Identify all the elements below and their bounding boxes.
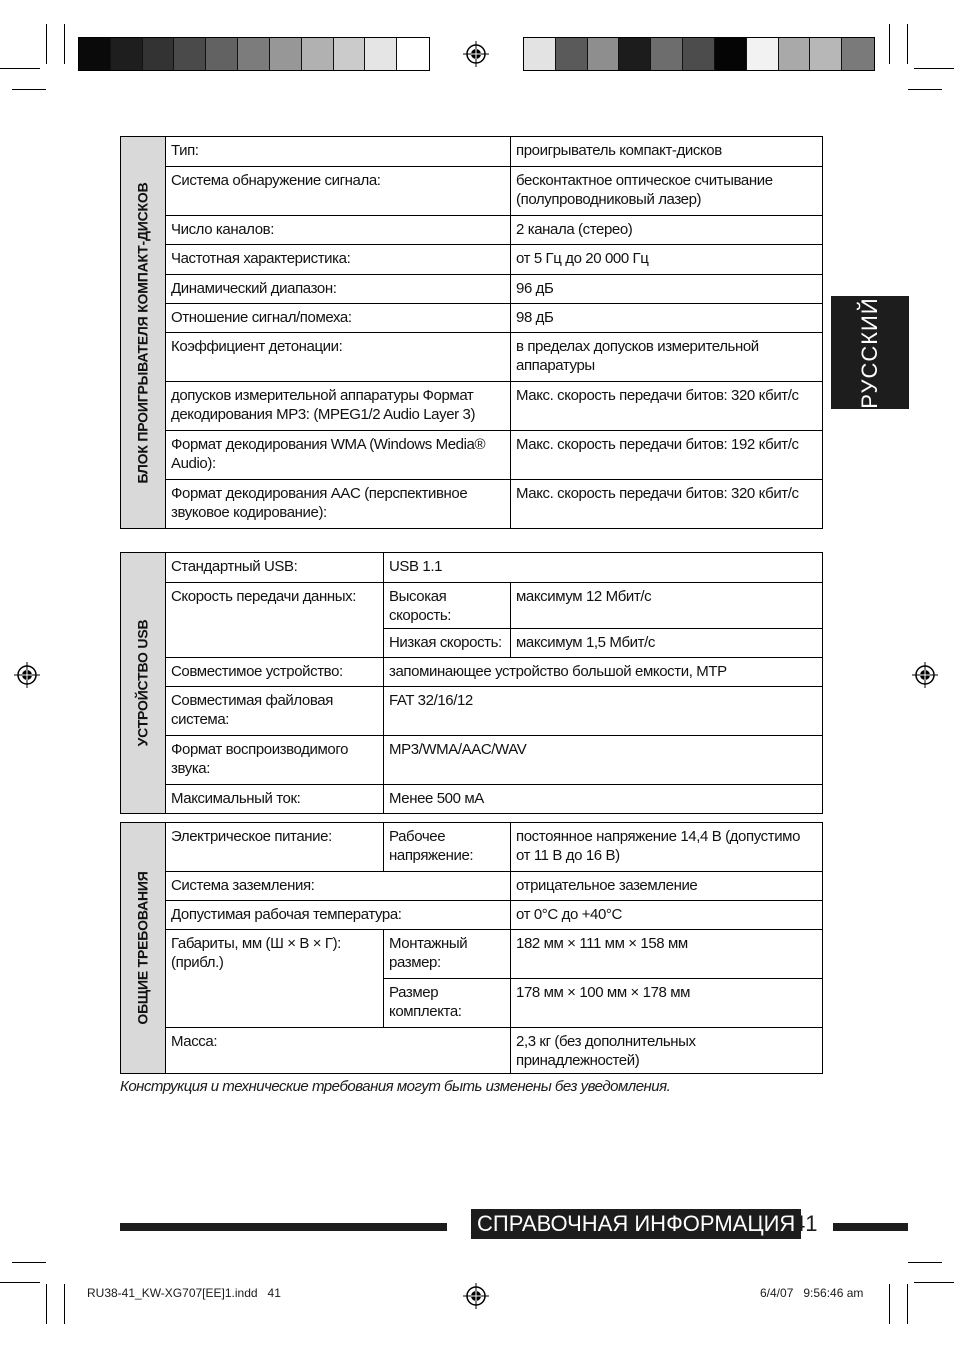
color-swatch [334,38,366,70]
cd-spec-table [120,136,823,529]
spec-name: Тип: [166,137,511,167]
spec-value: Макс. скорость передачи битов: 192 кбит/с [511,431,823,480]
color-swatch [79,38,111,70]
general-spec-table [120,822,823,1074]
spec-value: бесконтактное оптическое считывание (полупроводниковый лазер) [511,167,823,216]
spec-value: 182 мм × 111 мм × 158 мм [511,930,823,979]
color-swatch [810,38,842,70]
footer-rule-left [120,1223,447,1231]
spec-value: максимум 12 Мбит/с [511,583,823,629]
spec-name: допусков измерительной аппаратуры Формат декодирования MP3: (MPEG1/2 Audio Layer 3) [166,382,511,431]
spec-value: 2 канала (стерео) [511,216,823,245]
spec-value: 178 мм × 100 мм × 178 мм [511,979,823,1028]
spec-name: Габариты, мм (Ш × В × Г): (прибл.) [166,930,384,1028]
spec-name: Система обнаружение сигнала: [166,167,511,216]
spec-value: Менее 500 мА [384,785,823,814]
registration-target-icon [463,41,489,67]
spec-value: от 0°C до +40°C [511,901,823,930]
color-swatch [111,38,143,70]
color-swatch [683,38,715,70]
spec-name: Совместимое устройство: [166,658,384,687]
color-swatch [651,38,683,70]
language-tab [831,296,909,409]
cd-section-label: БЛОК ПРОИГРЫВАТЕЛЯ КОМПАКТ-ДИСКОВ [121,137,166,529]
spec-value: FAT 32/16/12 [384,687,823,736]
spec-sublabel: Низкая скорость: [384,629,511,658]
usb-section-label: УСТРОЙСТВО USB [121,553,166,814]
language-tab-label: РУССКИЙ [857,296,882,409]
color-swatch [238,38,270,70]
color-swatch [619,38,651,70]
left-color-bar [78,37,430,71]
spec-name: Стандартный USB: [166,553,384,583]
spec-value: 96 дБ [511,275,823,304]
spec-name: Формат воспроизводимого звука: [166,736,384,785]
spec-sublabel: Размер комплекта: [384,979,511,1028]
registration-target-icon [912,662,938,688]
section-title: СПРАВОЧНАЯ ИНФОРМАЦИЯ [471,1209,801,1239]
spec-value: 2,3 кг (без дополнительных принадлежностей) [511,1028,823,1074]
spec-name: Масса: [166,1028,511,1074]
color-swatch [365,38,397,70]
disclaimer-note: Конструкция и технические требования могут быть изменены без уведомления. [120,1078,671,1095]
spec-value: 98 дБ [511,304,823,333]
spec-name: Формат декодирования WMA (Windows Media® Audio): [166,431,511,480]
color-swatch [524,38,556,70]
color-swatch [842,38,874,70]
spec-name: Формат декодирования AAC (перспективное звуковое кодирование): [166,480,511,529]
spec-value: от 5 Гц до 20 000 Гц [511,245,823,275]
spec-name: Допустимая рабочая температура: [166,901,511,930]
color-swatch [143,38,175,70]
spec-value: USB 1.1 [384,553,823,583]
spec-name: Число каналов: [166,216,511,245]
spec-name: Скорость передачи данных: [166,583,384,658]
file-slug: RU38-41_KW-XG707[EE]1.indd 41 [87,1286,281,1300]
spec-value: проигрыватель компакт-дисков [511,137,823,167]
color-swatch [715,38,747,70]
registration-target-icon [463,1283,489,1309]
spec-name: Максимальный ток: [166,785,384,814]
spec-name: Коэффициент детонации: [166,333,511,382]
footer-rule-right [833,1223,908,1231]
spec-value: максимум 1,5 Мбит/с [511,629,823,658]
spec-value: Макс. скорость передачи битов: 320 кбит/с [511,480,823,529]
spec-value: Макс. скорость передачи битов: 320 кбит/с [511,382,823,431]
spec-value: постоянное напряжение 14,4 В (допустимо от 11 В до 16 В) [511,823,823,872]
spec-value: отрицательное заземление [511,872,823,901]
spec-sublabel: Рабочее напряжение: [384,823,511,872]
right-color-bar [523,37,875,71]
spec-name: Система заземления: [166,872,511,901]
date-slug: 6/4/07 9:56:46 am [760,1286,864,1300]
color-swatch [556,38,588,70]
color-swatch [588,38,620,70]
spec-name: Динамический диапазон: [166,275,511,304]
color-swatch [206,38,238,70]
color-swatch [779,38,811,70]
spec-value: в пределах допусков измерительной аппаратуры [511,333,823,382]
spec-name: Частотная характеристика: [166,245,511,275]
spec-name: Отношение сигнал/помеха: [166,304,511,333]
color-swatch [747,38,779,70]
color-swatch [270,38,302,70]
spec-name: Совместимая файловая система: [166,687,384,736]
spec-value: MP3/WMA/AAC/WAV [384,736,823,785]
spec-sublabel: Монтажный размер: [384,930,511,979]
spec-name: Электрическое питание: [166,823,384,872]
page-number: 41 [793,1211,818,1236]
usb-spec-table [120,552,823,814]
color-swatch [397,38,429,70]
general-section-label: ОБЩИЕ ТРЕБОВАНИЯ [121,823,166,1074]
color-swatch [174,38,206,70]
color-swatch [302,38,334,70]
registration-target-icon [14,662,40,688]
spec-value: запоминающее устройство большой емкости, MTP [384,658,823,687]
spec-sublabel: Высокая скорость: [384,583,511,629]
